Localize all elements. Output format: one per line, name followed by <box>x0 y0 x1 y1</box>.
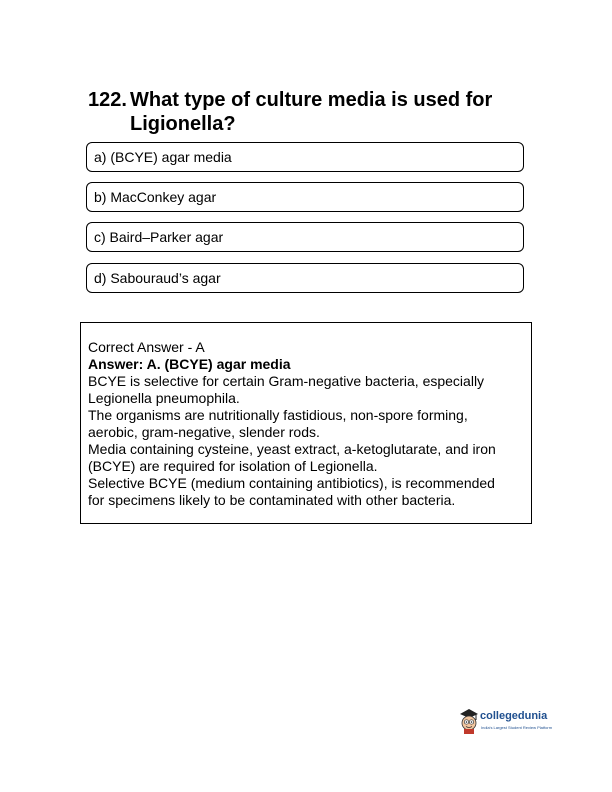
answer-heading: Answer: A. (BCYE) agar media <box>88 356 291 372</box>
option-c[interactable]: c) Baird–Parker agar <box>86 222 524 252</box>
explanation-line: for specimens likely to be contaminated with other bacteria. <box>88 492 456 508</box>
explanation-line: BCYE is selective for certain Gram-negative bacteria, especially <box>88 373 485 389</box>
question-text-line2: Ligionella? <box>130 113 236 135</box>
question-title <box>88 88 528 136</box>
option-d[interactable]: d) Sabouraud’s agar <box>86 263 524 293</box>
explanation-line: (BCYE) are required for isolation of Legionella. <box>88 458 378 474</box>
correct-answer-label: Correct Answer - A <box>88 339 205 355</box>
logo-tagline: India's Largest Student Review Platform <box>481 725 553 730</box>
collegedunia-logo <box>458 708 558 738</box>
logo-brand-text: collegedunia <box>480 710 548 722</box>
answer-explanation-box <box>80 322 532 524</box>
option-b[interactable]: b) MacConkey agar <box>86 182 524 212</box>
option-a[interactable]: a) (BCYE) agar media <box>86 142 524 172</box>
explanation-line: Legionella pneumophila. <box>88 390 240 406</box>
explanation-line: Selective BCYE (medium containing antibiotics), is recommended <box>88 475 495 491</box>
mascot-icon <box>458 708 480 734</box>
question-number: 122. <box>88 89 127 111</box>
explanation-line: aerobic, gram-negative, slender rods. <box>88 424 320 440</box>
explanation-line: The organisms are nutritionally fastidious, non-spore forming, <box>88 407 468 423</box>
question-text-line1: What type of culture media is used for <box>130 89 493 111</box>
explanation-line: Media containing cysteine, yeast extract, a-ketoglutarate, and iron <box>88 441 496 457</box>
